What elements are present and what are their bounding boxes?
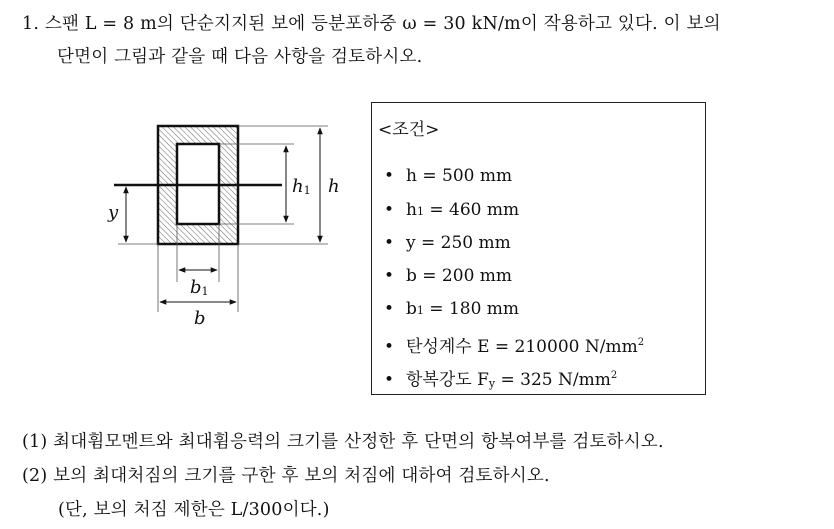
conditions-box [371, 102, 706, 395]
subquestion-1: (1) 최대휨모멘트와 최대휨응력의 크기를 산정한 후 단면의 항복여부를 검토하시오. [22, 432, 664, 452]
label-b1: b1 [190, 277, 209, 298]
condition-b1: • b1 = 180 mm [384, 299, 520, 319]
condition-fy-superscript: 2 [610, 370, 618, 381]
label-b1-subscript: 1 [201, 285, 209, 298]
question-line-2: 단면이 그림과 같을 때 다음 사항을 검토하시오. [57, 47, 423, 67]
condition-h: • h = 500 mm [384, 166, 513, 186]
question-line-1: 1. 스팬 L = 8 m의 단순지지된 보에 등분포하중 ω = 30 kN/m이 작용하고 있다. 이 보의 [22, 14, 721, 34]
subquestion-note: (단, 보의 처짐 제한은 L/300이다.) [58, 500, 330, 520]
conditions-title: <조건> [378, 120, 440, 140]
condition-e-superscript: 2 [637, 337, 645, 348]
label-y: y [108, 202, 119, 223]
condition-fy-subscript: y [488, 377, 496, 390]
label-b: b [194, 308, 206, 329]
condition-h1: • h1 = 460 mm [384, 200, 520, 220]
condition-b1-text: b1 = 180 mm [406, 299, 520, 319]
cross-section-figure [96, 112, 356, 332]
condition-yield-strength: • 항복강도 $F_y = 325$ $N/mm^2$ [384, 370, 618, 390]
condition-y: • y = 250 mm [384, 233, 511, 253]
label-h1: h1 [292, 176, 311, 197]
condition-b: • b = 200 mm [384, 266, 513, 286]
condition-h1-subscript: 1 [416, 205, 424, 218]
condition-elastic-modulus: • 탄성계수 E = 210000 $N/mm^2$ [384, 337, 645, 357]
condition-fy-text: 항복강도 $F_y = 325$ N/mm [406, 370, 611, 390]
label-h: h [328, 176, 340, 197]
condition-b1-subscript: 1 [416, 304, 424, 317]
condition-h1-text: h1 = 460 mm [406, 200, 520, 220]
label-h1-subscript: 1 [303, 184, 311, 197]
subquestion-2: (2) 보의 최대처짐의 크기를 구한 후 보의 처짐에 대하여 검토하시오. [22, 466, 550, 486]
